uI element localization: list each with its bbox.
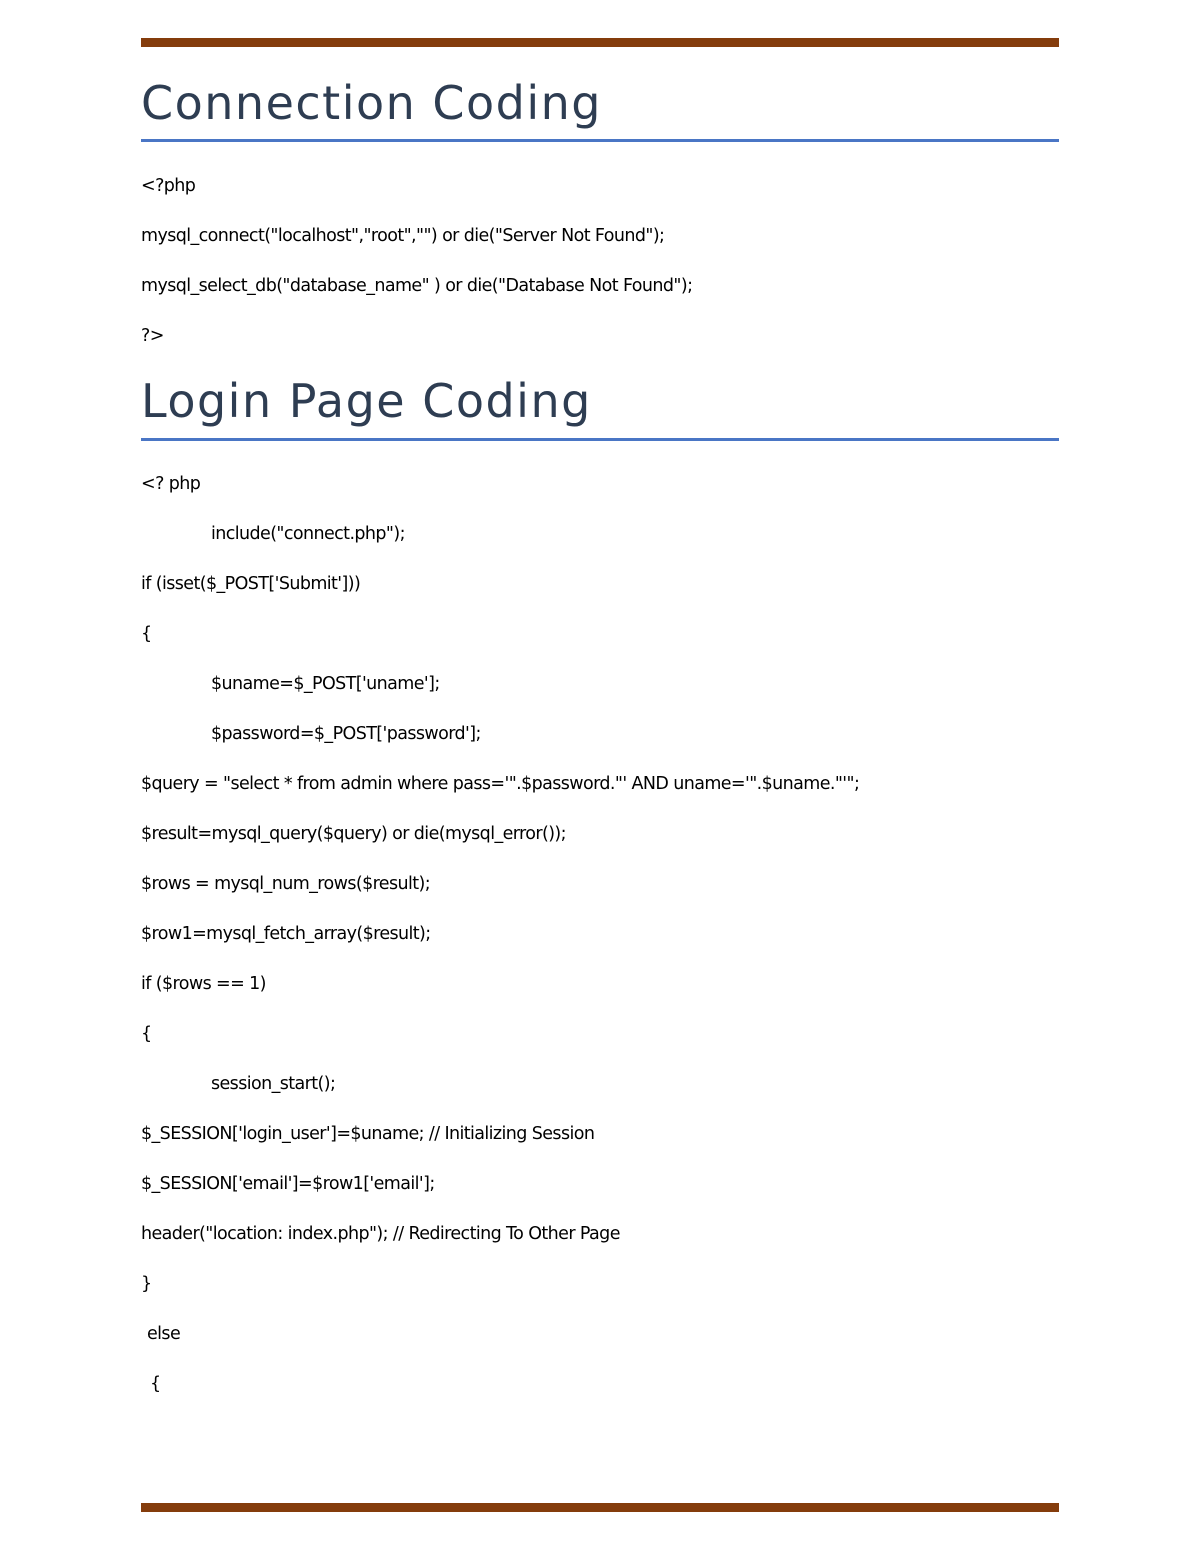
code-line: }	[141, 1274, 152, 1294]
code-line: <? php	[141, 474, 201, 494]
code-line: $uname=$_POST['uname'];	[211, 674, 440, 694]
bottom-border-rule	[141, 1503, 1059, 1512]
code-line: mysql_connect("localhost","root","") or die("Server Not Found");	[141, 226, 665, 246]
code-line: if (isset($_POST['Submit']))	[141, 574, 361, 594]
code-line: $query = "select * from admin where pass='".$password."' AND uname='".$uname."'";	[141, 774, 860, 794]
code-line: if ($rows == 1)	[141, 974, 266, 994]
code-line: {	[150, 1374, 161, 1394]
code-line: ?>	[141, 326, 164, 346]
heading-underline	[141, 438, 1059, 441]
code-line: mysql_select_db("database_name" ) or die("Database Not Found");	[141, 276, 693, 296]
code-line: $rows = mysql_num_rows($result);	[141, 874, 431, 894]
heading-connection-coding: Connection Coding	[141, 76, 602, 130]
code-line: {	[141, 1024, 152, 1044]
code-line: $_SESSION['login_user']=$uname; // Initializing Session	[141, 1124, 595, 1144]
code-line: else	[147, 1324, 181, 1344]
code-line: <?php	[141, 176, 196, 196]
code-line: $password=$_POST['password'];	[211, 724, 481, 744]
code-line: $row1=mysql_fetch_array($result);	[141, 924, 431, 944]
code-line: header("location: index.php"); // Redirecting To Other Page	[141, 1224, 620, 1244]
code-line: $_SESSION['email']=$row1['email'];	[141, 1174, 435, 1194]
code-line: session_start();	[211, 1074, 336, 1094]
code-line: $result=mysql_query($query) or die(mysql_error());	[141, 824, 566, 844]
heading-login-page-coding: Login Page Coding	[141, 374, 592, 428]
code-line: {	[141, 624, 152, 644]
top-border-rule	[141, 38, 1059, 47]
code-line: include("connect.php");	[211, 524, 405, 544]
heading-underline	[141, 139, 1059, 142]
